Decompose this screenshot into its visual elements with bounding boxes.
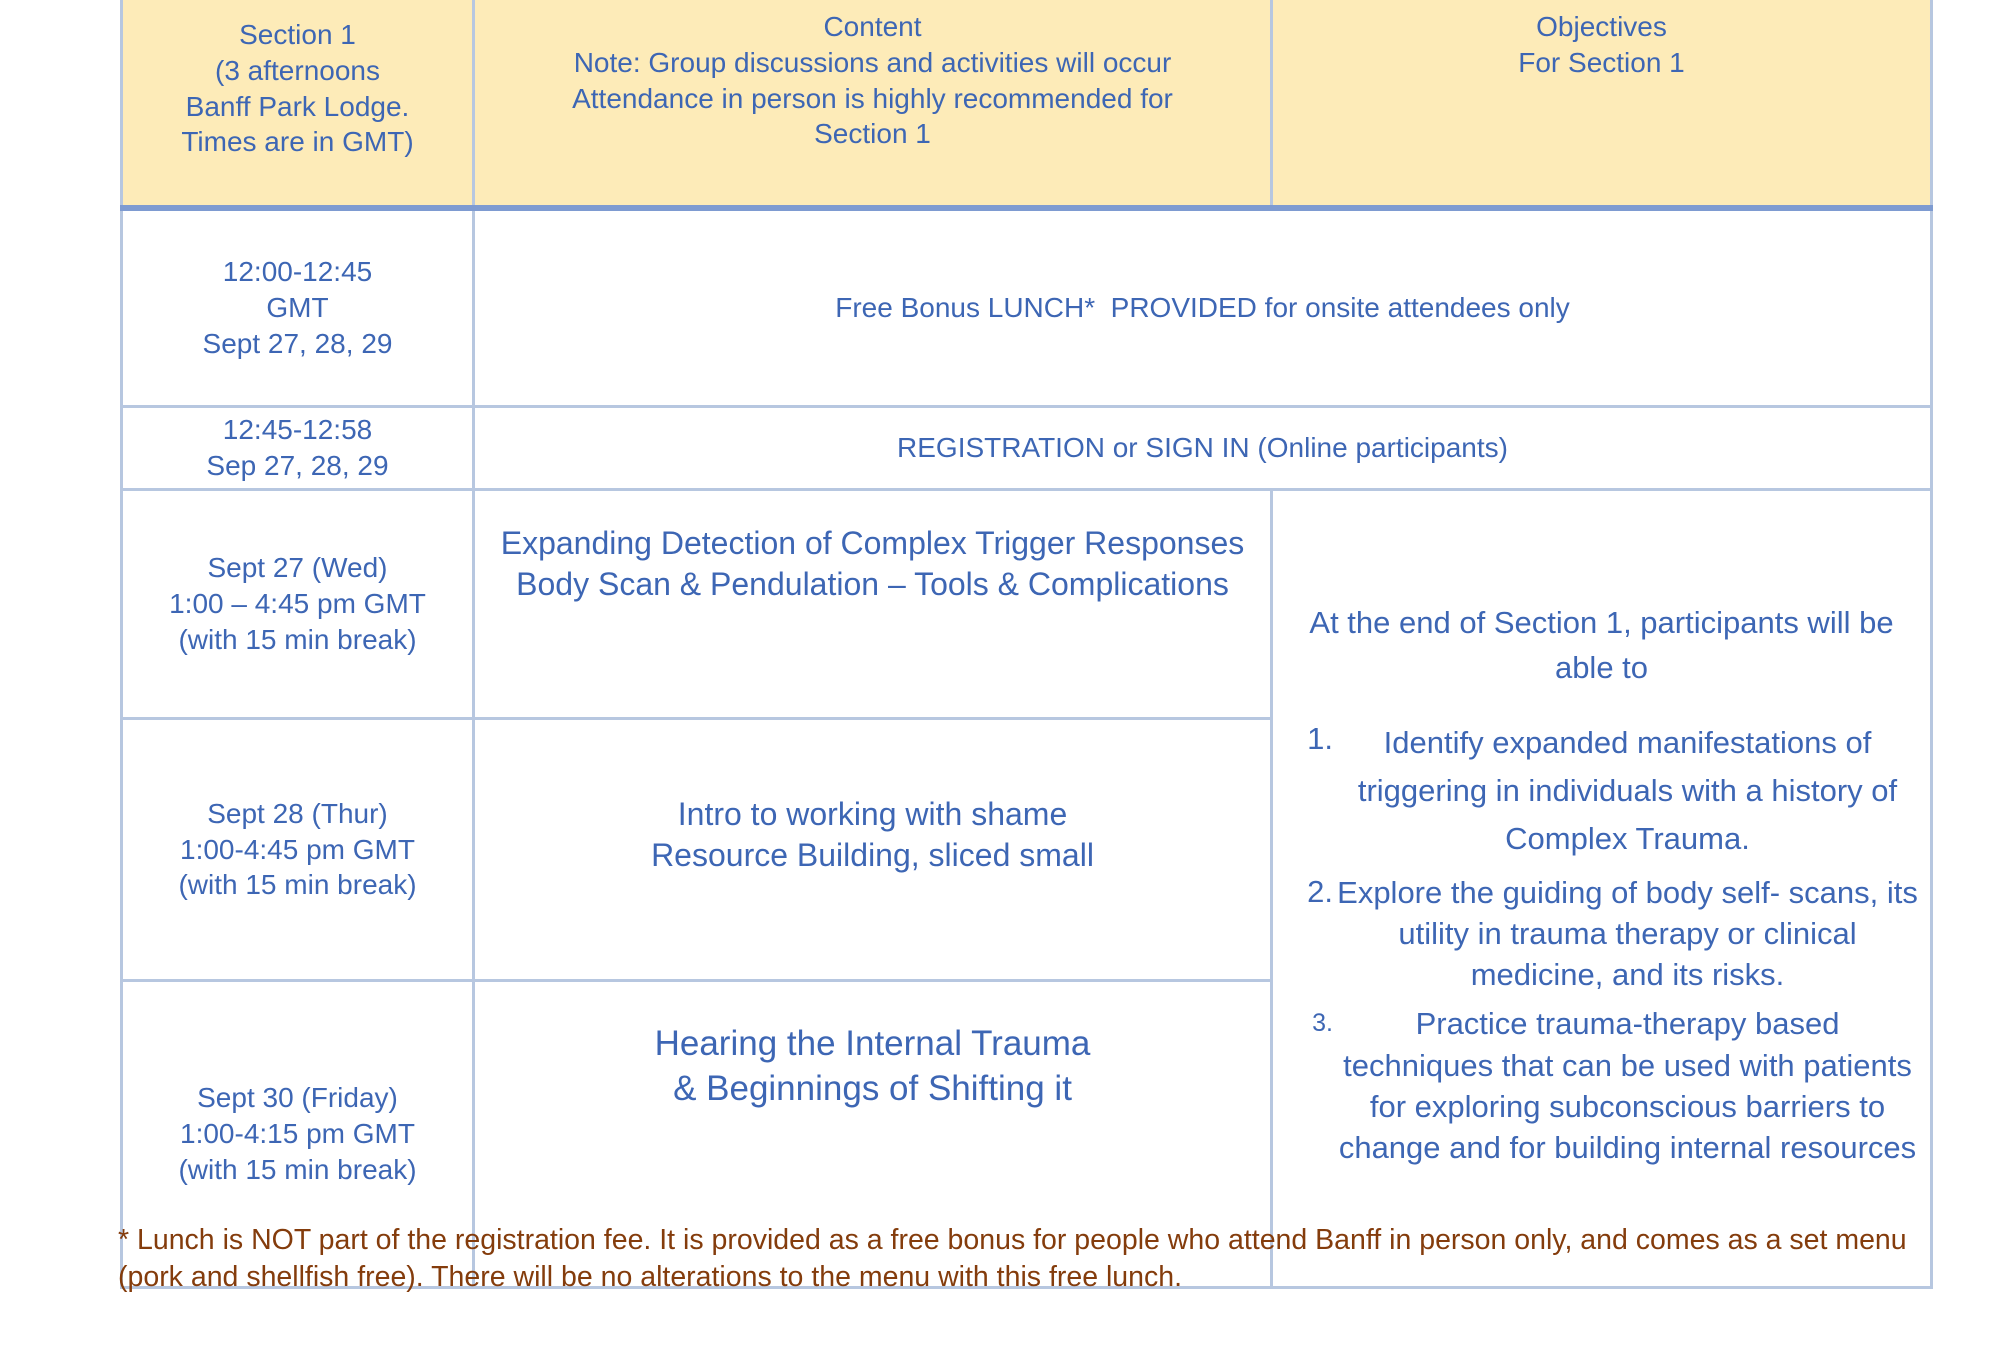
time-line: 1:00-4:45 pm GMT [180, 833, 415, 865]
header-section-cell [122, 0, 474, 208]
time-line: Sept 28 (Thur) [207, 797, 388, 829]
lunch-description [474, 208, 1932, 407]
header-section-line: Times are in GMT) [181, 126, 414, 158]
time-line: 1:00-4:15 pm GMT [180, 1118, 415, 1150]
lunch-footnote: * Lunch is NOT part of the registration fee. It is provided as a free bonus for people who attend Banff in person only, and comes as a set menu (pork and shellfish free). There will be no alterations to the menu with this free lunch. [118, 1224, 1907, 1294]
list-number: 3. [1312, 1009, 1333, 1038]
header-objectives-cell [1272, 0, 1932, 208]
time-line: (with 15 min break) [178, 1153, 417, 1185]
topic-line: Resource Building, sliced small [651, 836, 1094, 873]
table-row [122, 208, 1932, 407]
header-objectives-title: Objectives [1536, 11, 1667, 42]
registration-text: REGISTRATION or SIGN IN (Online participants) [897, 432, 1508, 464]
objective-text: Identify expanded manifestations of triggering in individuals with a history of Complex Trauma. [1357, 724, 1898, 857]
header-content-title: Content [823, 11, 922, 42]
lunch-text: Free Bonus LUNCH* PROVIDED for onsite attendees only [835, 292, 1570, 324]
objectives-intro: At the end of Section 1, participants will be able to [1309, 604, 1894, 685]
table-row [122, 407, 1932, 490]
time-line: Sept 27, 28, 29 [202, 327, 393, 359]
topic-line: Body Scan & Pendulation – Tools & Complications [516, 565, 1229, 602]
topic-line: & Beginnings of Shifting it [673, 1068, 1072, 1108]
time-line: 12:00-12:45 [222, 256, 373, 288]
objective-text: Explore the guiding of body self- scans, its utility in trauma therapy or clinical medicine, and its risks. [1337, 874, 1918, 993]
time-line: Sept 27 (Wed) [207, 552, 388, 584]
time-line: (with 15 min break) [178, 869, 417, 901]
list-item [1285, 719, 1918, 864]
topic-line: Hearing the Internal Trauma [654, 1024, 1091, 1063]
time-line: 12:45-12:58 [222, 414, 373, 446]
time-line: (with 15 min break) [178, 623, 417, 655]
table-row [122, 490, 1932, 719]
day1-time-cell [122, 490, 474, 719]
objectives-cell [1272, 490, 1932, 1288]
lunch-time-cell [122, 208, 474, 407]
time-line: GMT [266, 292, 329, 324]
registration-time-cell [122, 407, 474, 490]
day1-topic-cell [474, 490, 1272, 719]
header-content-note: Note: Group discussions and activities will occur [573, 46, 1172, 78]
table-header-row [122, 0, 1932, 208]
time-line: Sept 30 (Friday) [197, 1082, 398, 1114]
list-item [1285, 872, 1918, 996]
registration-description [474, 407, 1932, 490]
header-content-cell [474, 0, 1272, 208]
list-number: 1. [1307, 720, 1333, 756]
header-content-note: Attendance in person is highly recommended for [572, 82, 1173, 114]
header-section-line: Banff Park Lodge. [185, 90, 410, 122]
objective-text: Practice trauma-therapy based techniques that can be used with patients for exploring subconscious barriers to change and for building internal resources [1338, 1006, 1917, 1166]
list-item [1285, 1003, 1918, 1168]
day2-time-cell [122, 719, 474, 981]
schedule-table [120, 0, 1933, 1289]
topic-line: Intro to working with shame [677, 795, 1068, 832]
header-content-note: Section 1 [814, 118, 931, 150]
list-number: 2. [1307, 873, 1333, 909]
day2-topic-cell [474, 719, 1272, 981]
time-line: Sep 27, 28, 29 [206, 450, 389, 481]
header-section-line: (3 afternoons [215, 54, 380, 86]
time-line: 1:00 – 4:45 pm GMT [169, 588, 426, 620]
topic-line: Expanding Detection of Complex Trigger Responses [500, 525, 1245, 561]
header-objectives-subtitle: For Section 1 [1518, 46, 1685, 78]
header-section-line: Section 1 [239, 19, 356, 50]
objectives-list [1285, 719, 1918, 1169]
